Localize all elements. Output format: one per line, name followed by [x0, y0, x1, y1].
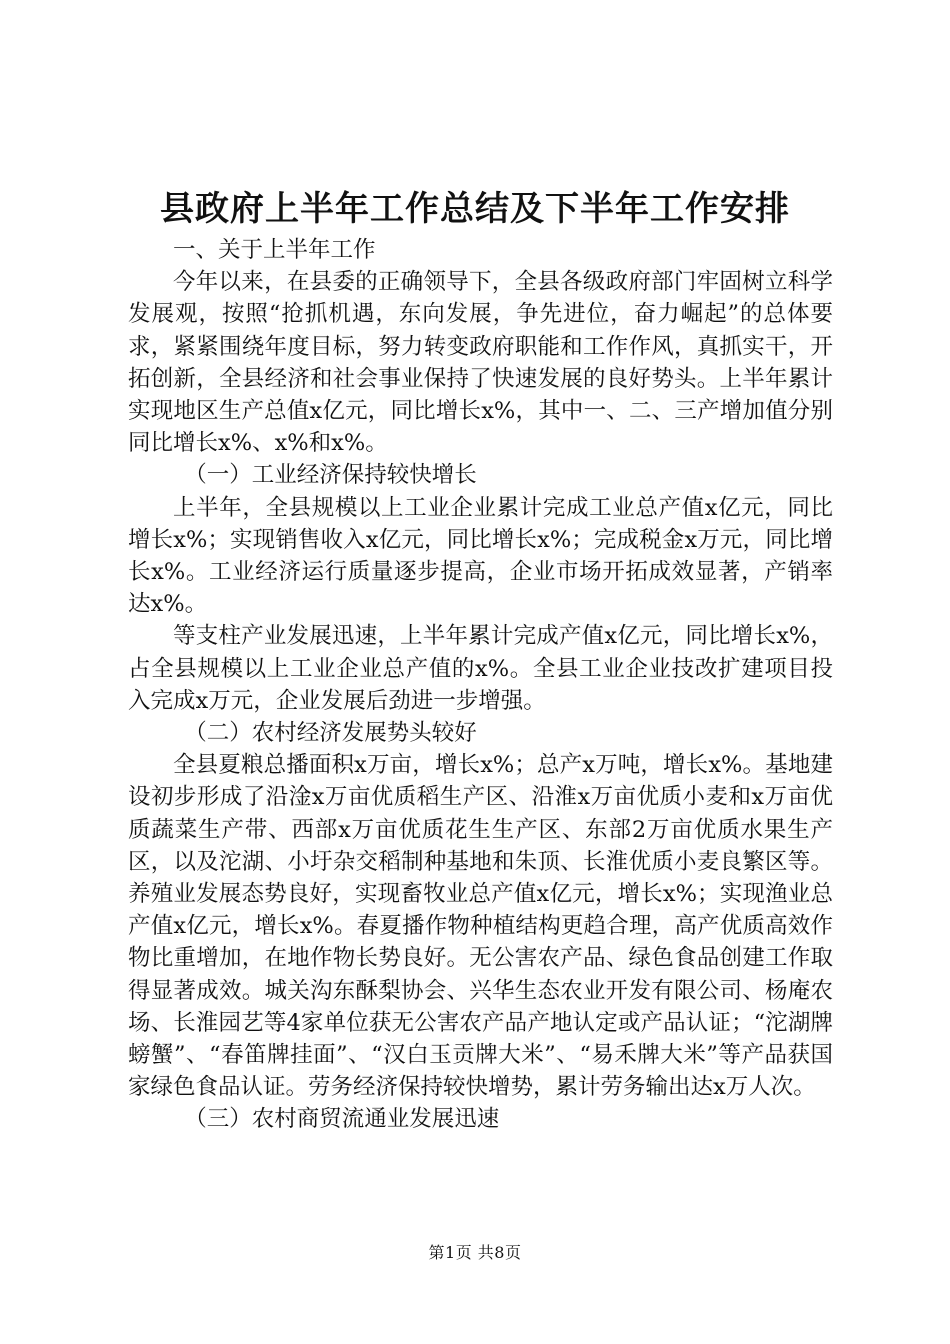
subsection-heading: （三）农村商贸流通业发展迅速 [184, 1106, 500, 1133]
section-heading: 一、关于上半年工作 [173, 237, 376, 263]
page-number-footer: 第1页 共8页 [428, 1243, 522, 1262]
paragraph: 今年以来，在县委的正确领导下，全县各级政府部门牢固树立科学发展观，按照“抢抓机遇，东向发展，争先进位，奋力崛起”的总体要求，紧紧围绕年度目标，努力转变政府职能和工作作风，真抓实干，开拓创新，全县经济和社会事业保持了快速发展的良好势头。上半年累计实现地区生产总值x亿元，同比增长x%，其中一、二、三产增加值分别同比增长x%、x%和x%。 [128, 269, 833, 457]
subsection-heading: （一）工业经济保持较快增长 [184, 462, 477, 489]
paragraph: 全县夏粮总播面积x万亩，增长x%；总产x万吨，增长x%。基地建设初步形成了沿淦x万亩优质稻生产区、沿淮x万亩优质小麦和x万亩优质蔬菜生产带、西部x万亩优质花生生产区、东部2万亩优质水果生产区，以及沱湖、小圩杂交稻制种基地和朱顶、长淮优质小麦良繁区等。养殖业发展态势良好，实现畜牧业总产值x亿元，增长x%；实现渔业总产值x亿元，增长x%。春夏播作物种植结构更趋合理，高产优质高效作物比重增加，在地作物长势良好。无公害农产品、绿色食品创建工作取得显著成效。城关沟东酥梨协会、兴华生态农业开发有限公司、杨庵农场、长淮园艺等4家单位获无公害农产品产地认定或产品认证；“沱湖牌螃蟹”、“春笛牌挂面”、“汉白玉贡牌大米”、“易禾牌大米”等产品获国家绿色食品认证。劳务经济保持较快增势，累计劳务输出达x万人次。 [128, 752, 833, 1101]
document-title: 县政府上半年工作总结及下半年工作安排 [160, 189, 790, 229]
subsection-heading: （二）农村经济发展势头较好 [184, 720, 477, 747]
paragraph: 上半年，全县规模以上工业企业累计完成工业总产值x亿元，同比增长x%；实现销售收入x亿元，同比增长x%；完成税金x万元，同比增长x%。工业经济运行质量逐步提高，企业市场开拓成效显著，产销率达x%。 [128, 494, 833, 618]
document-body [128, 234, 833, 1136]
paragraph: 等支柱产业发展迅速，上半年累计完成产值x亿元，同比增长x%，占全县规模以上工业企业总产值的x%。全县工业企业技改扩建项目投入完成x万元，企业发展后劲进一步增强。 [128, 623, 833, 714]
